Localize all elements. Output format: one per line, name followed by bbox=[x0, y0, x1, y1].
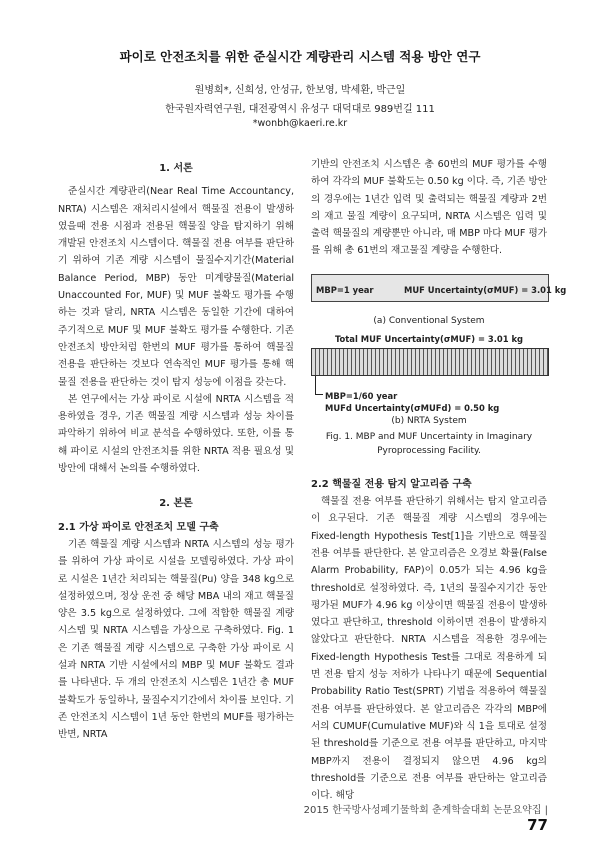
affiliation: 한국원자력연구원, 대전광역시 유성구 대덕대로 989번길 111 bbox=[165, 104, 435, 115]
fig-b-caption: (b) NRTA System bbox=[391, 415, 467, 426]
fig-b-total-label: Total MUF Uncertainty(σMUF) = 3.01 kg bbox=[334, 333, 524, 344]
section-1-paragraph-2: 본 연구에서는 가상 파이로 시설에 NRTA 시스템을 적용하였을 경우, 기존 핵물질 계량 시스템과 성능 차이를 파악하기 위하여 비교 분석을 수행하였다. 또한, 이를 통해 파이로 시설의 안전조치를 위한 NRTA 적용 필요성 및 방안에 대해서 논의를 수행하였다. bbox=[58, 393, 294, 475]
section-2-1-heading: 2.1 가상 파이로 안전조치 모델 구축 bbox=[58, 521, 219, 533]
fig-a-muf-label: MUF Uncertainty(σMUF) = 3.01 kg bbox=[404, 284, 567, 295]
right-column bbox=[311, 156, 567, 804]
section-2-heading: 2. 본론 bbox=[159, 498, 193, 510]
author-email: *wonbh@kaeri.re.kr bbox=[252, 118, 348, 129]
figure-1 bbox=[311, 274, 567, 458]
fig-b-mbp-label: MBP=1/60 year bbox=[325, 390, 398, 401]
fig-b-annotation bbox=[311, 376, 547, 413]
author-list: 원병희*, 신희성, 안성규, 한보영, 박세환, 박근일 bbox=[194, 85, 406, 96]
fig-a-mbp-label: MBP=1 year bbox=[316, 284, 374, 295]
nrta-system-bar bbox=[311, 348, 549, 376]
footer-text: 2015 한국방사성폐기물학회 춘계학술대회 논문요약집 | bbox=[303, 805, 548, 816]
section-2-1-paragraph: 기존 핵물질 계량 시스템과 NRTA 시스템의 성능 평가를 위하여 가상 파이로 시설을 모델링하였다. 가상 파이로 시설은 1년간 처리되는 핵물질(Pu) 양을 348 kg으로 설정하였으며, 정상 운전 중 해당 MBA 내의 재고 핵물질 양은 3.5 kg으로 설정하였다. 그에 적합한 핵물질 계량 시스템 및 NRTA 시스템을 가상으로 구축하였다. Fig. 1은 기존 핵물질 계량 시스템으로 구축한 가상 파이로 시설과 NRTA 기반 시설에서의 MBP 및 MUF 불확도 결과를 나타낸다. 두 개의 안전조치 시스템은 1년간 총 MUF 불확도가 동일하나, 물질수지기간에서 차이를 보인다. 기존 안전조치 시스템이 1년 동안 한번의 MUF를 평가하는 반면, NRTA bbox=[58, 538, 294, 741]
conventional-system-bar bbox=[311, 274, 567, 302]
nrta-mbp-stripes bbox=[312, 349, 548, 375]
fig-a-caption: (a) Conventional System bbox=[373, 315, 485, 326]
right-paragraph-1: 기반의 안전조치 시스템은 총 60번의 MUF 평가를 수행하여 각각의 MUF 불확도는 0.50 kg 이다. 즉, 기존 방안의 경우에는 1년간 입력 및 출력되는 핵물질 계량과 2번의 재고 물질 계량이 요구되며, NRTA 시스템은 입력 및 출력 핵물질의 계량뿐만 아니라, 매 MBP 마다 MUF 평가를 위해 총 61번의 재고물질 계량을 수행한다. bbox=[311, 159, 547, 257]
section-2-2-heading: 2.2 핵물질 전용 탐지 알고리즘 구축 bbox=[311, 478, 472, 490]
fig-b-mufd-label: MUFd Uncertainty(σMUFd) = 0.50 kg bbox=[325, 402, 500, 413]
left-column bbox=[58, 156, 294, 744]
figure-1-caption: Fig. 1. MBP and MUF Uncertainty in Imaginary Pyroprocessing Facility. bbox=[325, 431, 533, 456]
section-2-2-paragraph: 핵물질 전용 여부를 판단하기 위해서는 탐지 알고리즘이 요구된다. 기존 핵물질 계량 시스템의 경우에는 Fixed-length Hypothesis Test[1]을 기반으로 핵물질 전용 여부를 판단한다. 본 알고리즘은 오경보 확률(False Alarm Probability, FAP)이 0.05가 되는 4.96 kg을 threshold로 설정하였다. 즉, 1년의 물질수지기간 동안 평가된 MUF가 4.96 kg 이상이면 핵물질 전용이 발생하였다고 판단하고, threshold 이하이면 전용이 발생하지 않았다고 판단한다. NRTA 시스템을 적용한 경우에는 Fixed-length Hypothesis Test를 그대로 적용하게 되면 전용 탐지 성능 저하가 나타나기 때문에 Sequential Probability Ratio Test(SPRT) 기법을 적용하여 핵물질 전용 여부를 판단하였다. 본 알고리즘은 각각의 MBP에서의 CUMUF(Cumulative MUF)와 식 1을 토대로 설정된 threshold를 기준으로 전용 여부를 판단하고, 마지막 MBP까지 전용이 결정되지 않으면 4.96 kg의 threshold를 기준으로 전용 여부를 판단하는 알고리즘이다. 해당 bbox=[311, 496, 547, 802]
page-number: 77 bbox=[527, 816, 548, 834]
section-1-paragraph-1: 준실시간 계량관리(Near Real Time Accountancy, NRTA) 시스템은 재처리시설에서 핵물질 전용이 발생하였을때 전용 시점과 전용된 핵물질 양을 탐지하기 위해 개발된 안전조치 시스템이다. 핵물질 전용 여부를 판단하기 위하여 기존 계량 시스템이 물질수지기간(Material Balance Period, MBP) 동안 미계량물질(Material Unaccounted For, MUF) 및 MUF 불확도 평가를 수행하는 것과 달리, NRTA 시스템은 동일한 기간에 대하여 주기적으로 MUF 및 MUF 불확도 평가를 수행한다. 기존 안전조치 방안처럼 한번의 MUF 평가를 통하여 핵물질 전용을 판단하는 것보다 연속적인 MUF 평가를 통해 핵물질 전용을 판단하는 것이 탐지 성능에 이점을 갖는다. bbox=[58, 186, 294, 388]
page-footer bbox=[300, 801, 548, 834]
paper-title: 파이로 안전조치를 위한 준실시간 계량관리 시스템 적용 방안 연구 bbox=[119, 49, 481, 64]
section-1-heading: 1. 서론 bbox=[159, 163, 193, 174]
